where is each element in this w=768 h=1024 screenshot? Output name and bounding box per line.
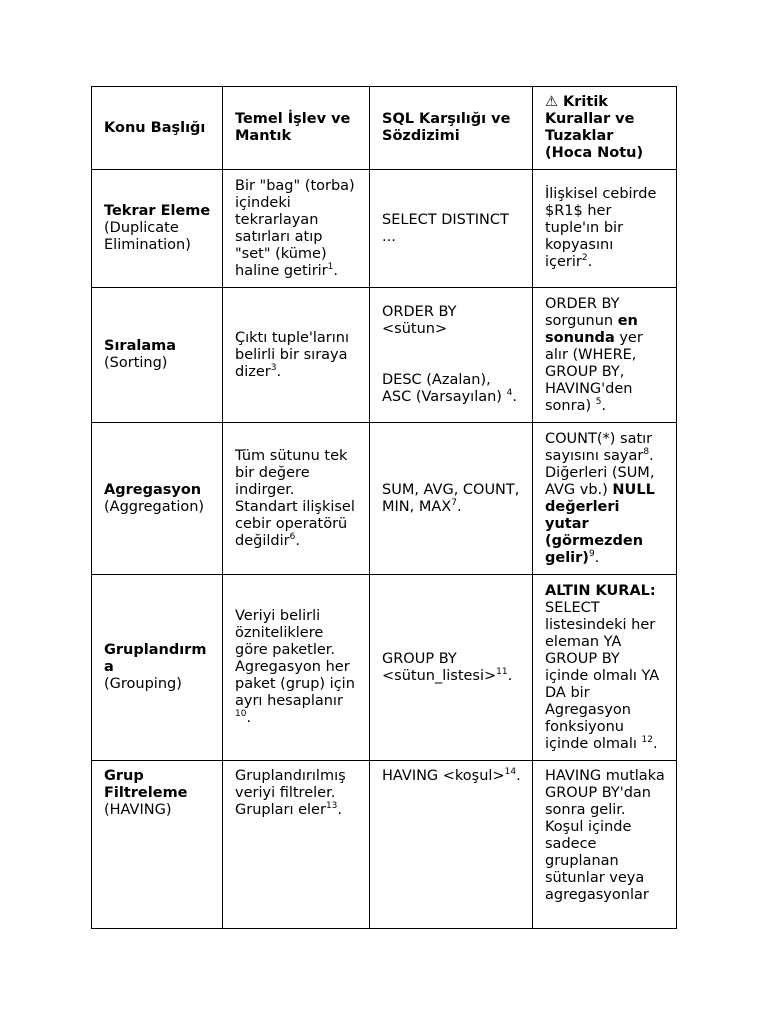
function-text: Gruplandırılmış veriyi filtreler. Grupları eler (235, 768, 346, 818)
footnote-ref: 9 (588, 548, 595, 559)
function-text: Çıktı tuple'larını belirli bir sıraya dizer (235, 329, 350, 380)
table-row (92, 288, 677, 423)
sql-cell (370, 170, 533, 288)
sql-text-direction: DESC (Azalan), ASC (Varsayılan) (382, 372, 507, 405)
rule-text-cont: yer alır (WHERE, GROUP BY, HAVING'den sonra) (545, 329, 643, 414)
topic-subtitle: (Duplicate Elimination) (104, 220, 191, 253)
topic-cell (92, 170, 223, 288)
topic-subtitle: (Grouping) (104, 676, 182, 692)
footnote-ref: 7 (451, 497, 457, 508)
topic-title: Agregasyon (104, 481, 202, 498)
function-text: Tüm sütunu tek bir değere indirger. Standart ilişkisel cebir operatörü değildir (235, 447, 355, 549)
header-rules: ⚠ Kritik Kurallar ve Tuzaklar (Hoca Notu) (533, 87, 677, 170)
topic-title: Sıralama (104, 338, 176, 354)
function-text: Bir "bag" (torba) içindeki tekrarlayan satırları atıp "set" (küme) haline getirir (235, 177, 355, 279)
topic-cell (92, 575, 223, 761)
topic-title: Gruplandırma (104, 642, 207, 675)
topic-title: Tekrar Eleme (104, 203, 211, 219)
rule-emphasis: NULL değerleri yutar (görmezden gelir) (545, 481, 655, 566)
rule-text: HAVING mutlaka GROUP BY'dan sonra gelir. Koşul içinde sadece gruplanan sütunlar veya agregasyonlar (545, 768, 665, 903)
footnote-ref: 1 (327, 261, 334, 272)
topic-subtitle: (Aggregation) (104, 498, 205, 515)
sql-cell (370, 288, 533, 423)
table-row (92, 170, 677, 288)
table-row (92, 423, 677, 575)
rule-cell (533, 761, 677, 929)
table-row (92, 761, 677, 929)
function-text: Veriyi belirli özniteliklere göre paketler. Agregasyon her paket (grup) için ayrı hesaplanır (235, 608, 355, 709)
footnote-ref: 11 (496, 666, 508, 677)
topic-cell (92, 761, 223, 929)
function-end: . (295, 532, 300, 549)
topic-title: Grup Filtreleme (104, 768, 188, 801)
footnote-ref: 8 (643, 446, 650, 457)
rule-text: İlişkisel cebirde $R1$ her tuple'ın bir kopyasını içerir (545, 186, 657, 270)
rule-text: COUNT(*) satır sayısını sayar (545, 430, 653, 464)
function-end: . (246, 710, 252, 726)
rule-end: . (594, 549, 600, 566)
topic-subtitle: (Sorting) (104, 355, 168, 371)
sql-text: SUM, AVG, COUNT, MIN, MAX (382, 481, 520, 515)
header-function: Temel İşlev ve Mantık (223, 87, 370, 170)
rule-cell (533, 288, 677, 423)
header-topic: Konu Başlığı (92, 87, 223, 170)
rule-text-cont: . Diğerleri (SUM, AVG vb.) (545, 447, 655, 498)
header-sql: SQL Karşılığı ve Sözdizimi (370, 87, 533, 170)
footnote-ref: 3 (270, 362, 277, 373)
header-row (92, 87, 677, 170)
footnote-ref: 10 (235, 709, 247, 720)
footnote-ref: 6 (289, 531, 296, 542)
sql-cell (370, 575, 533, 761)
sql-text: SELECT DISTINCT ... (382, 211, 509, 245)
topic-cell (92, 288, 223, 423)
rule-end: . (652, 735, 658, 752)
table-row (92, 575, 677, 761)
rule-text: SELECT listesindeki her eleman YA GROUP BY içinde olmalı YA DA bir Agregasyon fonksiyonu içinde olmalı (545, 599, 660, 752)
footnote-ref: 2 (581, 253, 588, 264)
rule-emphasis: en sonunda (545, 312, 638, 346)
topic-cell (92, 423, 223, 575)
sql-end: . (512, 389, 517, 405)
sql-end: . (507, 667, 513, 684)
sql-text: GROUP BY <sütun_listesi> (382, 650, 497, 684)
topic-subtitle: (HAVING) (104, 802, 172, 818)
rule-cell (533, 423, 677, 575)
function-end: . (337, 802, 342, 818)
sql-cell (370, 423, 533, 575)
function-end: . (276, 363, 282, 380)
function-cell (223, 575, 370, 761)
rule-emphasis: ALTIN KURAL: (545, 582, 656, 599)
function-end: . (333, 262, 338, 279)
rule-text: ORDER BY sorgunun (545, 295, 620, 329)
function-cell (223, 288, 370, 423)
function-cell (223, 761, 370, 929)
rule-end: . (587, 254, 593, 270)
function-cell (223, 423, 370, 575)
rule-cell (533, 575, 677, 761)
sql-end: . (456, 498, 462, 515)
footnote-ref: 14 (504, 767, 517, 778)
concepts-table (91, 86, 677, 929)
footnote-ref: 4 (506, 388, 513, 399)
rule-end: . (601, 397, 607, 414)
sql-cell (370, 761, 533, 929)
rule-cell (533, 170, 677, 288)
sql-text-order: ORDER BY <sütun> (382, 304, 457, 337)
footnote-ref: 5 (595, 396, 602, 407)
footnote-ref: 13 (325, 801, 338, 812)
sql-end: . (516, 768, 521, 784)
footnote-ref: 12 (641, 734, 653, 745)
function-cell (223, 170, 370, 288)
sql-text: HAVING <koşul> (382, 768, 505, 784)
